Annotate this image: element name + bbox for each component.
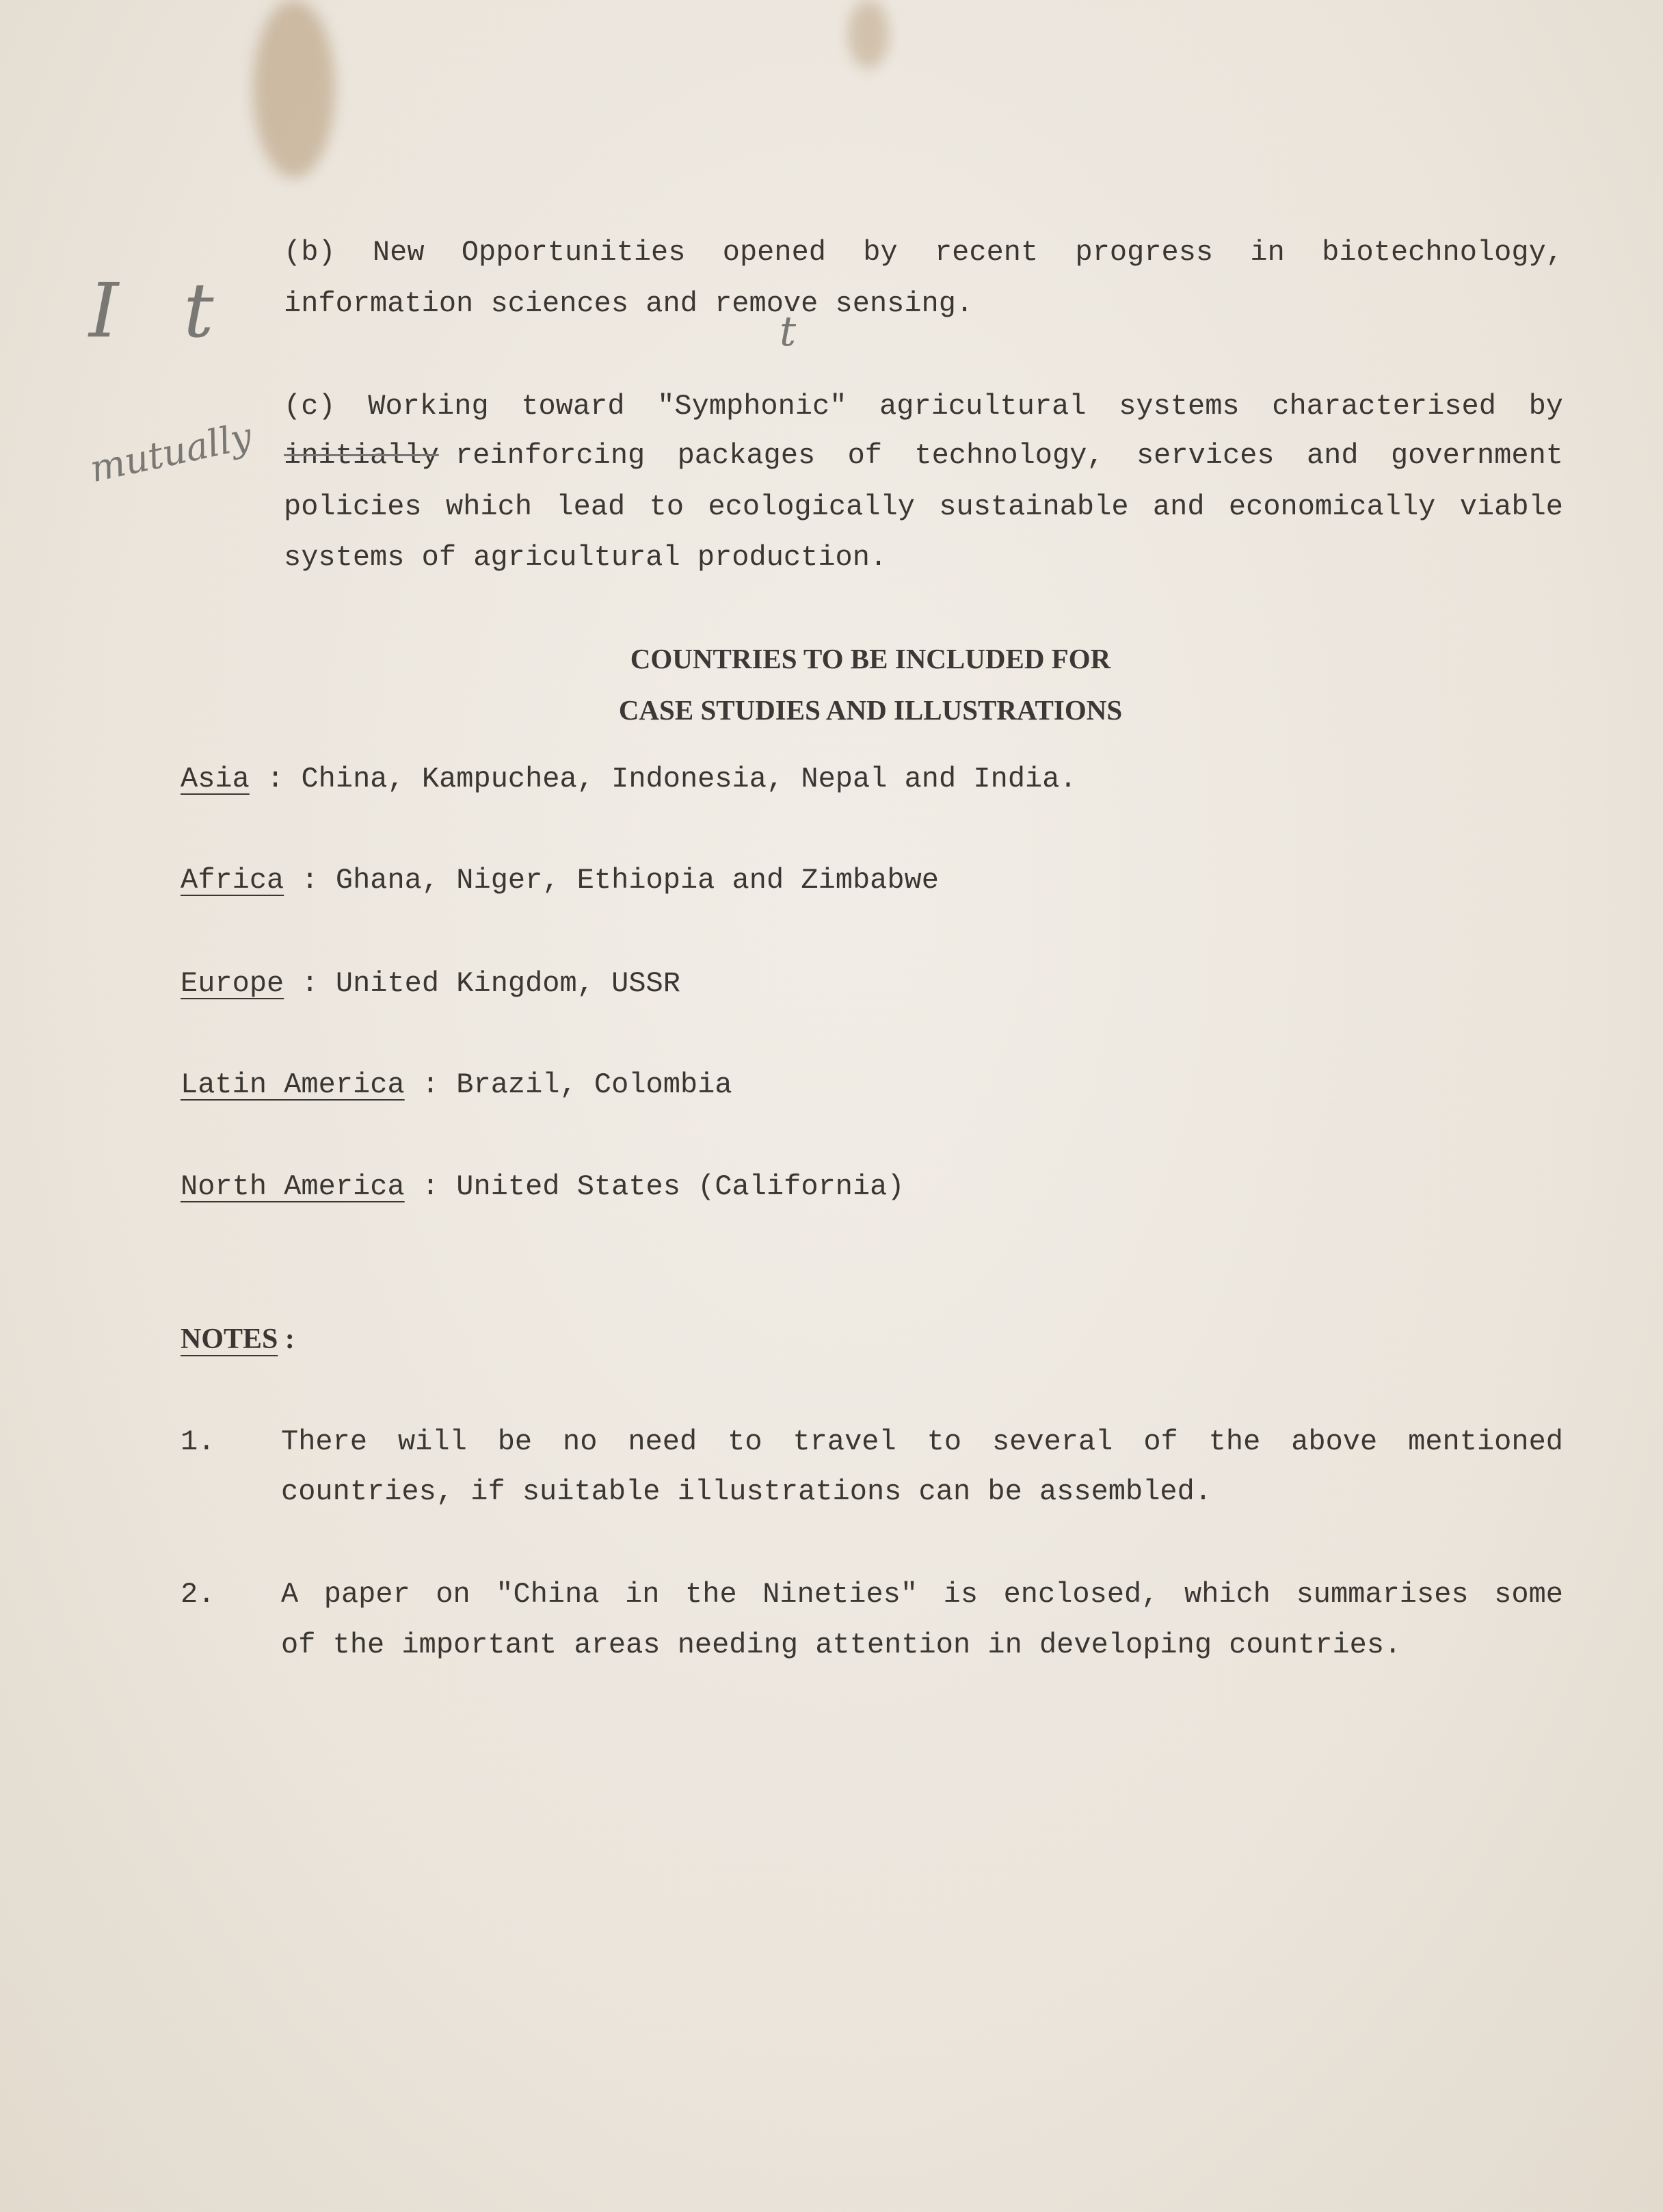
section-heading-line-1: COUNTRIES TO BE INCLUDED FOR: [630, 643, 1111, 674]
stain: [253, 0, 335, 178]
para-c-line-4: systems of agricultural production.: [284, 541, 888, 574]
region-north-america: North America : United States (California): [181, 1170, 905, 1203]
para-c-line-2: [284, 438, 1563, 473]
note-2-line-2: of the important areas needing attention in developing countries.: [281, 1629, 1402, 1661]
para-b-line-2: information sciences and remove sensing.: [284, 287, 974, 320]
region-latin-america: Latin America : Brazil, Colombia: [181, 1068, 732, 1101]
note-1-number: 1.: [181, 1425, 215, 1458]
note-2-number: 2.: [181, 1578, 215, 1611]
section-heading-line-2: CASE STUDIES AND ILLUSTRATIONS: [618, 694, 1123, 726]
para-c-line-3: policies which lead to ecologically sustainable and economically viable: [284, 490, 1563, 523]
note-1-line-2: countries, if suitable illustrations can be assembled.: [281, 1475, 1212, 1508]
note-2-line-1: A paper on "China in the Nineties" is enclosed, which summarises some: [281, 1578, 1563, 1611]
struck-word: initially: [284, 439, 439, 472]
para-b-line-1: (b) New Opportunities opened by recent progress in biotechnology,: [284, 236, 1563, 269]
handwritten-correction: mutually: [86, 414, 256, 491]
region-europe: Europe : United Kingdom, USSR: [181, 967, 680, 1000]
insert-mark: t: [780, 308, 797, 356]
region-africa: Africa : Ghana, Niger, Ethiopia and Zimbabwe: [181, 864, 940, 897]
para-c-line-1: (c) Working toward "Symphonic" agricultural systems characterised by: [284, 390, 1563, 423]
note-1-line-1: There will be no need to travel to several of the above mentioned: [281, 1425, 1563, 1458]
margin-mark: I t: [89, 267, 235, 354]
notes-title: NOTES :: [181, 1324, 295, 1355]
para-c-line-2-rest: reinforcing packages of technology, services and government: [455, 439, 1563, 472]
stain: [848, 0, 889, 68]
region-asia: Asia : China, Kampuchea, Indonesia, Nepal and India.: [181, 763, 1077, 795]
